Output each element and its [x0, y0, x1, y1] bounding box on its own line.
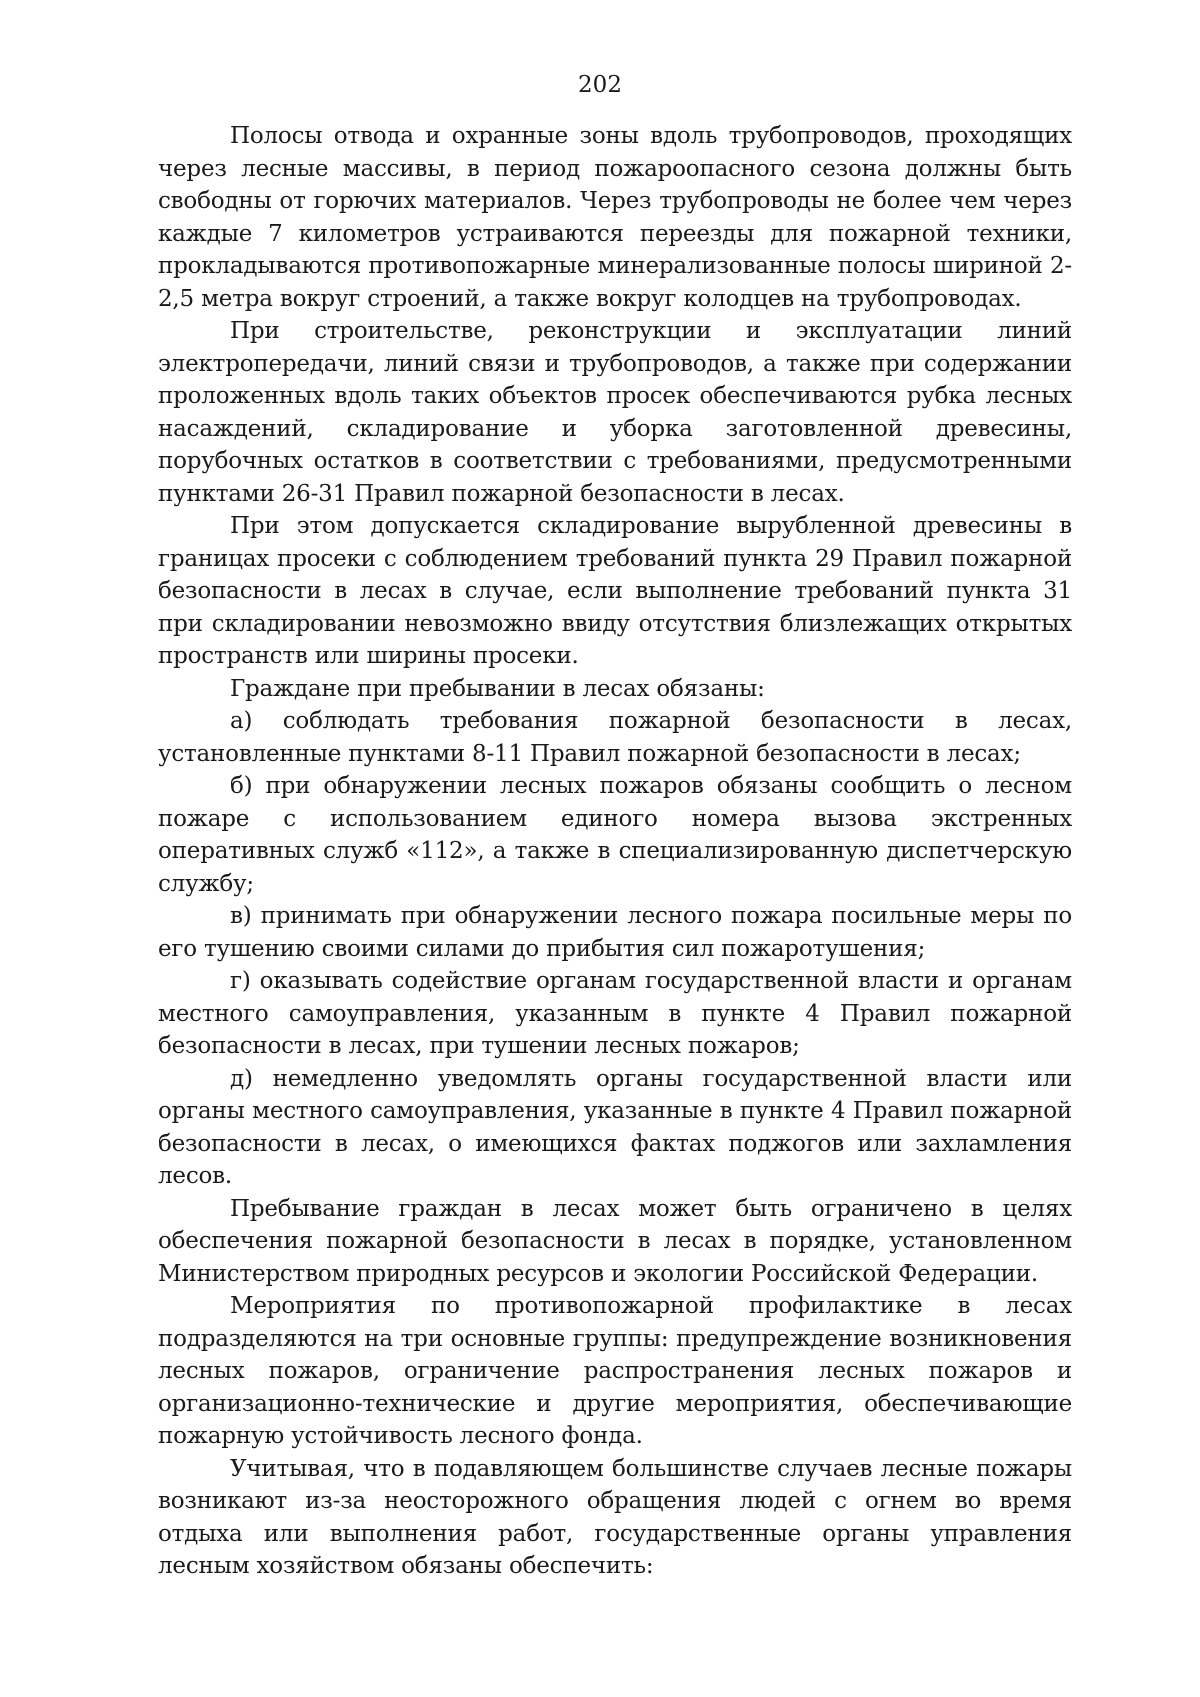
list-item-g: г) оказывать содействие органам государственной власти и органам местного самоуправления, указанным в пункте 4 Правил пожарной безопасности в лесах, при тушении лесных пожаров; [158, 968, 1072, 1059]
list-item-a: а) соблюдать требования пожарной безопасности в лесах, установленные пунктами 8-11 Правил пожарной безопасности в лесах; [158, 708, 1072, 767]
paragraph-pipelines: Полосы отвода и охранные зоны вдоль трубопроводов, проходящих через лесные массивы, в период пожароопасного сезона должны быть свободны от горючих материалов. Через трубопроводы не более чем через каждые 7 километров устраиваются переезды для пожарной техники, прокладываются противопожарные минерализованные полосы шириной 2-2,5 метра вокруг строений, а также вокруг колодцев на трубопроводах. [158, 123, 1072, 312]
paragraph-power-lines: При строительстве, реконструкции и эксплуатации линий электропередачи, линий связи и трубопроводов, а также при содержании проложенных вдоль таких объектов просек обеспечиваются рубка лесных насаждений, складирование и уборка заготовленной древесины, порубочных остатков в соответствии с требованиями, предусмотренными пунктами 26-31 Правил пожарной безопасности в лесах. [158, 318, 1072, 507]
document-body [158, 120, 1072, 1583]
list-item-b: б) при обнаружении лесных пожаров обязаны сообщить о лесном пожаре с использованием единого номера вызова экстренных оперативных служб «112», а также в специализированную диспетчерскую службу; [158, 773, 1072, 897]
list-item-v: в) принимать при обнаружении лесного пожара посильные меры по его тушению своими силами до прибытия сил пожаротушения; [158, 903, 1072, 962]
list-item-d: д) немедленно уведомлять органы государственной власти или органы местного самоуправления, указанные в пункте 4 Правил пожарной безопасности в лесах, о имеющихся фактах поджогов или захламления лесов. [158, 1065, 1072, 1189]
paragraph-stay-restriction: Пребывание граждан в лесах может быть ограничено в целях обеспечения пожарной безопасности в лесах в порядке, установленном Министерством природных ресурсов и экологии Российской Федерации. [158, 1195, 1072, 1287]
paragraph-wood-storage: При этом допускается складирование вырубленной древесины в границах просеки с соблюдением требований пункта 29 Правил пожарной безопасности в лесах в случае, если выполнение требований пункта 31 при складировании невозможно ввиду отсутствия близлежащих открытых пространств или ширины просеки. [158, 513, 1072, 669]
paragraph-prevention-groups: Мероприятия по противопожарной профилактике в лесах подразделяются на три основные группы: предупреждение возникновения лесных пожаров, ограничение распространения лесных пожаров и организационно-технические и другие мероприятия, обеспечивающие пожарную устойчивость лесного фонда. [158, 1293, 1072, 1449]
paragraph-authorities-duties: Учитывая, что в подавляющем большинстве случаев лесные пожары возникают из-за неосторожного обращения людей с огнем во время отдыха или выполнения работ, государственные органы управления лесным хозяйством обязаны обеспечить: [158, 1455, 1072, 1579]
paragraph-citizens-obligations: Граждане при пребывании в лесах обязаны: [230, 675, 765, 702]
page-number: 202 [578, 72, 622, 98]
